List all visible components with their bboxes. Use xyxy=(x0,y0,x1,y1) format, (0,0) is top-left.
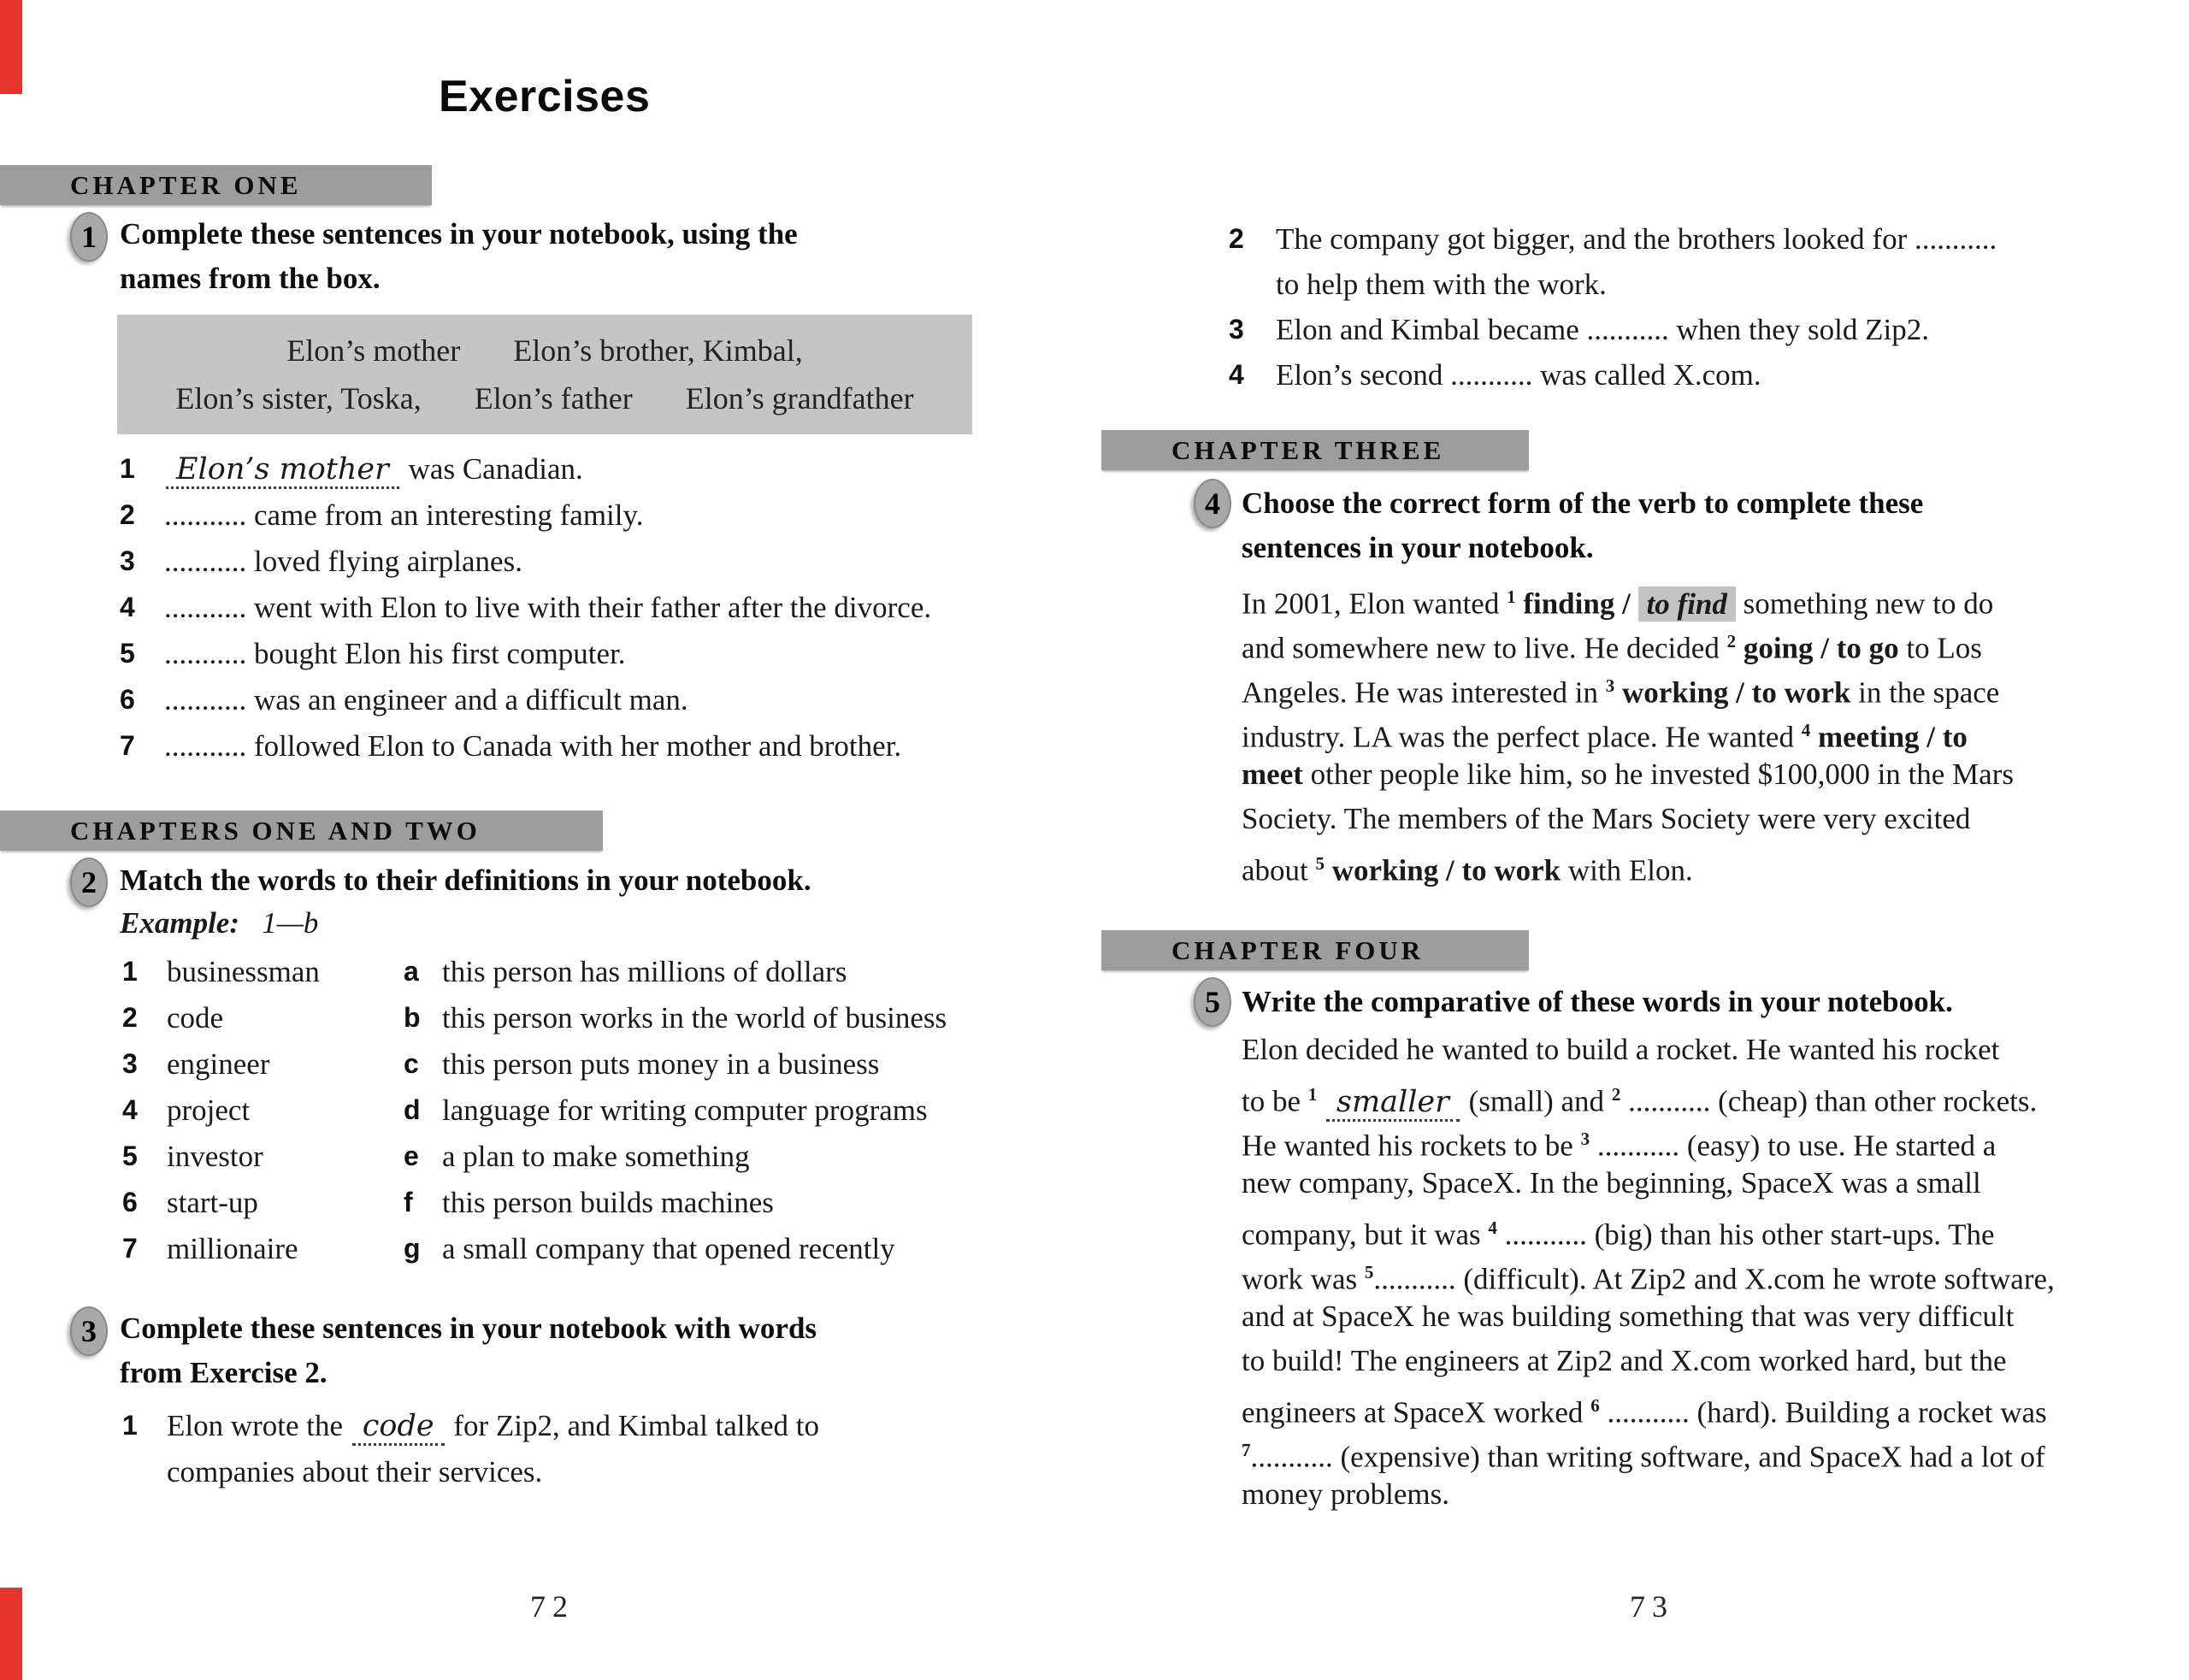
text-segment: something new to do xyxy=(1735,587,1994,621)
names-box xyxy=(117,315,972,434)
page-title: Exercises xyxy=(439,72,651,121)
text-segment: 4 xyxy=(1488,1217,1497,1238)
text-segment: 4 xyxy=(1801,720,1811,740)
ex2-word-2: code xyxy=(167,1001,224,1035)
names-box-line-2 xyxy=(175,380,913,416)
ex1-item-7-text xyxy=(164,728,901,765)
ex2-word-6: start-up xyxy=(167,1186,258,1219)
exercise-4-badge xyxy=(1194,479,1231,528)
right-item-2-line-1 xyxy=(1276,221,1997,258)
text-segment: Angeles. He was interested in xyxy=(1242,675,1606,710)
ex4-body-line-1 xyxy=(1242,578,1993,623)
text-segment: ........... came from an interesting family. xyxy=(164,498,644,532)
text-segment xyxy=(1810,721,1818,754)
example-label: Example: xyxy=(120,906,239,940)
text-segment: 1 xyxy=(1507,587,1516,607)
ex5-body-line-8 xyxy=(1242,1342,2007,1380)
chapter-one-banner-label: CHAPTER ONE xyxy=(70,169,302,200)
exercise-4-heading-line-1: Choose the correct form of the verb to complete these xyxy=(1242,486,1924,520)
red-edge-mark-top xyxy=(0,0,22,94)
text-segment: to Los xyxy=(1898,631,1982,665)
text-segment: finding / xyxy=(1523,587,1638,621)
text-segment: working / to work xyxy=(1621,675,1851,710)
chapters-one-and-two-banner-label: CHAPTERS ONE AND TWO xyxy=(70,815,481,846)
right-item-2-line-2 xyxy=(1276,266,1607,304)
text-segment: for Zip2, and Kimbal talked to xyxy=(445,1409,820,1442)
page-number-left: 72 xyxy=(530,1589,575,1624)
text-segment: about xyxy=(1242,853,1316,887)
ex2-word-5: investor xyxy=(167,1140,263,1173)
ex4-body-line-4 xyxy=(1242,711,1968,757)
ex4-body-line-6 xyxy=(1242,800,1970,838)
text-segment: and somewhere new to live. He decided xyxy=(1242,631,1727,665)
exercise-4-number: 4 xyxy=(1205,486,1220,521)
ex5-body-line-1 xyxy=(1242,1031,1999,1069)
text-segment: industry. LA was the perfect place. He wanted xyxy=(1242,720,1802,754)
ex2-word-7-number: 7 xyxy=(122,1233,138,1264)
ex2-letter-c: c xyxy=(404,1048,419,1079)
text-segment: Elon wrote the xyxy=(167,1409,351,1442)
ex2-definition-a: this person has millions of dollars xyxy=(442,955,847,988)
text-segment: 2 xyxy=(1611,1084,1621,1105)
text-segment: was Canadian. xyxy=(400,452,583,486)
text-segment: meet xyxy=(1242,757,1303,791)
ex2-letter-b: b xyxy=(404,1002,421,1033)
text-segment: ........... (expensive) than writing software, and SpaceX had a lot of xyxy=(1250,1440,2045,1474)
exercise-5-badge xyxy=(1194,977,1231,1027)
text-segment: other people like him, so he invested $100,000 in the Mars xyxy=(1302,757,2014,791)
ex1-item-6-text xyxy=(164,681,688,719)
text-segment: ........... bought Elon his first computer. xyxy=(164,637,626,670)
ex2-definition-f: this person builds machines xyxy=(442,1186,774,1219)
ex2-word-2-number: 2 xyxy=(122,1002,138,1033)
text-segment xyxy=(1317,1085,1325,1118)
text-segment: 1 xyxy=(1307,1084,1318,1105)
exercise-2-number: 2 xyxy=(81,865,97,899)
exercise-1-heading-line-2: names from the box. xyxy=(120,262,381,295)
exercise-2-example xyxy=(120,905,318,942)
text-segment: 5 xyxy=(1315,853,1325,874)
ex5-body-line-10 xyxy=(1242,1431,2045,1477)
exercise-1-heading-line-1: Complete these sentences in your notebook, using the xyxy=(120,217,798,251)
text-segment: (small) and xyxy=(1460,1084,1612,1118)
ex1-item-4-text xyxy=(164,589,931,627)
ex2-word-6-number: 6 xyxy=(122,1187,138,1217)
exercise-3-number: 3 xyxy=(81,1314,97,1348)
ex5-body-line-6 xyxy=(1242,1253,2055,1299)
text-segment: ........... (difficult). At Zip2 and X.com he wrote software, xyxy=(1373,1262,2055,1296)
text-segment: with Elon. xyxy=(1561,853,1693,887)
text-segment: ........... went with Elon to live with their father after the divorce. xyxy=(164,591,932,624)
exercise-2-badge xyxy=(70,858,108,907)
ex1-item-1-number: 1 xyxy=(120,453,135,484)
text-segment: going / to go xyxy=(1743,631,1899,665)
text-segment: He wanted his rockets to be xyxy=(1242,1129,1581,1163)
ex5-body-line-11 xyxy=(1242,1476,1449,1513)
text-segment: in the space xyxy=(1850,675,2000,710)
text-segment: to help them with the work. xyxy=(1276,268,1607,301)
ex4-body-line-7 xyxy=(1242,845,1693,890)
example-value: 1—b xyxy=(262,906,319,940)
ex4-body-line-3 xyxy=(1242,667,1999,712)
exercise-5-number: 5 xyxy=(1205,985,1220,1019)
ex1-item-1-text xyxy=(164,451,583,488)
exercise-3-heading-line-1: Complete these sentences in your notebook with words xyxy=(120,1312,817,1345)
text-segment: 5 xyxy=(1364,1262,1374,1282)
ex1-item-6-number: 6 xyxy=(120,684,135,715)
red-edge-mark-bottom xyxy=(0,1588,22,1680)
exercise-2-heading: Match the words to their definitions in your notebook. xyxy=(120,864,811,897)
ex2-word-5-number: 5 xyxy=(122,1141,138,1171)
text-segment: Elon’s sister, Toska, xyxy=(175,381,422,416)
text-segment: working / to work xyxy=(1331,853,1561,887)
page-number-right: 73 xyxy=(1630,1589,1674,1624)
text-segment: ........... (cheap) than other rockets. xyxy=(1620,1084,2038,1118)
text-segment xyxy=(1614,676,1622,710)
text-segment: new company, SpaceX. In the beginning, SpaceX was a small xyxy=(1242,1166,1981,1200)
text-segment: Society. The members of the Mars Society were very excited xyxy=(1242,802,1971,835)
ex1-item-5-text xyxy=(164,635,626,673)
text-segment: work was xyxy=(1242,1262,1365,1296)
ex2-letter-f: f xyxy=(404,1187,413,1217)
ex2-definition-c: this person puts money in a business xyxy=(442,1047,880,1081)
ex5-body-line-9 xyxy=(1242,1387,2047,1432)
text-segment: ........... was an engineer and a difficult man. xyxy=(164,683,688,716)
ex2-word-7: millionaire xyxy=(167,1232,298,1265)
text-segment: Elon decided he wanted to build a rocket. He wanted his rocket xyxy=(1242,1033,2000,1066)
ex1-item-3-number: 3 xyxy=(120,545,135,576)
ex5-body-line-5 xyxy=(1242,1209,1995,1254)
chapter-three-banner-label: CHAPTER THREE xyxy=(1171,434,1445,465)
ex3-item-1-line-2 xyxy=(167,1453,542,1491)
ex2-word-4: project xyxy=(167,1093,251,1127)
ex1-item-4-number: 4 xyxy=(120,592,135,622)
right-item-3-number: 3 xyxy=(1229,314,1244,345)
ex1-item-5-number: 5 xyxy=(120,638,135,669)
text-segment: Elon’s mother xyxy=(286,333,461,368)
text-segment: ........... followed Elon to Canada with her mother and brother. xyxy=(164,729,902,763)
text-segment: ........... (easy) to use. He started a xyxy=(1590,1129,1997,1163)
ex2-letter-d: d xyxy=(404,1094,421,1125)
exercise-1-number: 1 xyxy=(81,220,97,254)
ex2-letter-e: e xyxy=(404,1141,419,1171)
text-segment: ........... loved flying airplanes. xyxy=(164,545,522,578)
text-segment: and at SpaceX he was building something that was very difficult xyxy=(1242,1300,2015,1333)
text-segment: ........... (hard). Building a rocket was xyxy=(1599,1395,2047,1429)
text-segment: engineers at SpaceX worked xyxy=(1242,1395,1591,1429)
text-segment: code xyxy=(352,1409,445,1446)
ex1-item-3-text xyxy=(164,543,522,581)
text-segment: Elon’s grandfather xyxy=(685,381,914,416)
exercise-3-heading-line-2: from Exercise 2. xyxy=(120,1356,327,1389)
ex5-body-line-4 xyxy=(1242,1164,1981,1202)
ex4-body-line-5 xyxy=(1242,756,2014,793)
ex2-letter-g: g xyxy=(404,1233,421,1264)
ex2-word-1: businessman xyxy=(167,955,320,988)
text-segment: 6 xyxy=(1590,1395,1600,1416)
chapter-four-banner-label: CHAPTER FOUR xyxy=(1171,934,1425,965)
ex2-definition-b: this person works in the world of business xyxy=(442,1001,947,1035)
chapter-four-banner xyxy=(1101,930,1529,970)
ex2-word-3-number: 3 xyxy=(122,1048,138,1079)
ex3-item-1-number: 1 xyxy=(122,1410,138,1441)
exercise-4-heading-line-2: sentences in your notebook. xyxy=(1242,531,1594,564)
text-segment: to find xyxy=(1638,587,1736,622)
text-segment: 7 xyxy=(1242,1440,1251,1460)
ex1-item-2-number: 2 xyxy=(120,499,135,530)
ex1-item-7-number: 7 xyxy=(120,730,135,761)
right-item-4-line-1 xyxy=(1276,357,1761,394)
right-item-2-number: 2 xyxy=(1229,223,1244,254)
ex2-letter-a: a xyxy=(404,956,419,987)
text-segment: to be xyxy=(1242,1084,1308,1118)
ex2-definition-g: a small company that opened recently xyxy=(442,1232,895,1265)
chapter-three-banner xyxy=(1101,430,1529,470)
ex2-word-4-number: 4 xyxy=(122,1094,138,1125)
right-item-4-number: 4 xyxy=(1229,359,1244,390)
exercise-3-badge xyxy=(70,1306,108,1356)
text-segment: Elon’s brother, Kimbal, xyxy=(513,333,803,368)
text-segment: Elon and Kimbal became ........... when they sold Zip2. xyxy=(1276,313,1930,346)
ex2-word-3: engineer xyxy=(167,1047,270,1081)
text-segment xyxy=(1325,854,1332,887)
text-segment: ........... (big) than his other start-ups. The xyxy=(1496,1217,1995,1252)
ex1-item-2-text xyxy=(164,497,643,534)
ex5-body-line-3 xyxy=(1242,1120,1996,1165)
text-segment: to build! The engineers at Zip2 and X.com worked hard, but the xyxy=(1242,1344,2007,1377)
text-segment: Elon’s father xyxy=(474,381,633,416)
ex2-definition-e: a plan to make something xyxy=(442,1140,750,1173)
text-segment: Elon’s second ........... was called X.com. xyxy=(1276,358,1761,392)
names-box-line-1 xyxy=(286,333,803,368)
ex3-item-1-line-1 xyxy=(167,1407,819,1445)
text-segment: smaller xyxy=(1326,1085,1460,1122)
text-segment xyxy=(1736,632,1744,665)
text-segment: company, but it was xyxy=(1242,1217,1489,1252)
exercise-5-heading: Write the comparative of these words in your notebook. xyxy=(1242,985,1953,1018)
exercise-1-badge xyxy=(70,212,108,262)
right-item-3-line-1 xyxy=(1276,311,1929,349)
chapters-one-and-two-banner xyxy=(0,811,603,851)
text-segment: companies about their services. xyxy=(167,1455,543,1488)
ex5-body-line-2 xyxy=(1242,1076,2037,1121)
chapter-one-banner xyxy=(0,165,432,205)
text-segment: 2 xyxy=(1726,631,1737,651)
ex2-definition-d: language for writing computer programs xyxy=(442,1093,928,1127)
text-segment: In 2001, Elon wanted xyxy=(1242,587,1508,621)
text-segment: The company got bigger, and the brothers looked for ........... xyxy=(1276,222,1997,256)
text-segment: money problems. xyxy=(1242,1477,1450,1511)
ex2-word-1-number: 1 xyxy=(122,956,138,987)
text-segment: meeting / to xyxy=(1817,720,1968,754)
text-segment: Elon’s mother xyxy=(166,452,399,489)
ex5-body-line-7 xyxy=(1242,1298,2014,1335)
ex4-body-line-2 xyxy=(1242,622,1982,668)
text-segment: 3 xyxy=(1580,1129,1590,1149)
text-segment: 3 xyxy=(1605,675,1615,696)
